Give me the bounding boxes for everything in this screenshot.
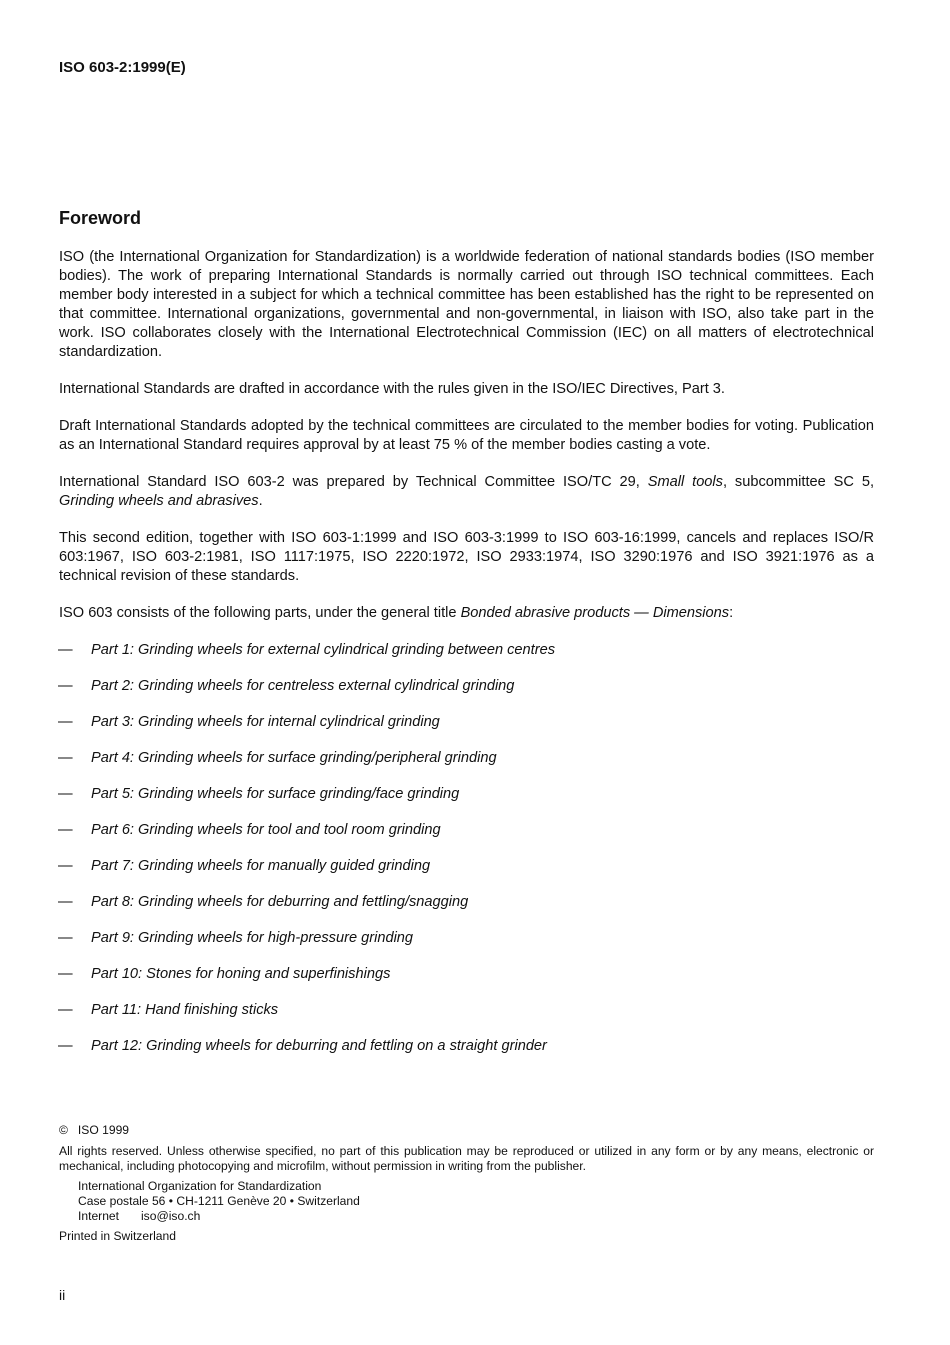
printed-in: Printed in Switzerland — [59, 1229, 176, 1243]
copyright-text: ISO 1999 — [77, 1123, 130, 1137]
foreword-paragraph-4 — [59, 473, 874, 511]
dash-bullet: — — [58, 894, 73, 910]
part-title: Part 2: Grinding wheels for centreless external cylindrical grinding — [91, 678, 515, 694]
list-item — [58, 965, 873, 1001]
dash-bullet: — — [58, 1002, 73, 1018]
foreword-paragraph-5: This second edition, together with ISO 603-1:1999 and ISO 603-3:1999 to ISO 603-16:1999, cancels and replaces ISO/R 603:1967, ISO 603-2:1981, ISO 1117:1975, ISO 2220:1972, ISO 2933:1974, ISO 3290:1976 and ISO 3921:1976 as a technical revision of these standards. — [59, 530, 874, 584]
publisher-postal: Case postale 56 • CH-1211 Genève 20 • Switzerland — [78, 1194, 360, 1208]
list-item — [58, 1001, 873, 1037]
document-identifier: ISO 603-2:1999(E) — [59, 59, 186, 76]
part-title: Part 12: Grinding wheels for deburring and fettling on a straight grinder — [91, 1038, 547, 1054]
p4-text-c: , subcommittee SC 5, — [722, 474, 874, 490]
part-title: Part 5: Grinding wheels for surface grinding/face grinding — [91, 786, 460, 802]
publisher-org: International Organization for Standardization — [78, 1179, 322, 1193]
list-item — [58, 749, 873, 785]
p6-text-a: ISO 603 consists of the following parts, under the general title — [59, 605, 461, 621]
part-title: Part 3: Grinding wheels for internal cylindrical grinding — [91, 714, 440, 730]
parts-list — [58, 641, 873, 1073]
internet-address: iso@iso.ch — [141, 1209, 201, 1223]
foreword-paragraph-3: Draft International Standards adopted by the technical committees are circulated to the member bodies for voting. Publication as an International Standard requires approval by at least 75 % of the member bodies casting a vote. — [59, 418, 874, 453]
dash-bullet: — — [58, 858, 73, 874]
dash-bullet: — — [58, 678, 73, 694]
list-item — [58, 857, 873, 893]
list-item — [58, 785, 873, 821]
foreword-paragraph-1: ISO (the International Organization for Standardization) is a worldwide federation of national standards bodies (ISO member bodies). The work of preparing International Standards is normally carried out through ISO technical committees. Each member body interested in a subject for which a technical committee has been established has the right to be represented on that committee. International organizations, governmental and non-governmental, in liaison with ISO, also take part in the work. ISO collaborates closely with the International Electrotechnical Commission (IEC) on all matters of electrotechnical standardization. — [59, 249, 874, 360]
foreword-heading: Foreword — [59, 208, 142, 228]
page-number: ii — [59, 1287, 66, 1303]
list-item — [58, 1037, 873, 1073]
list-item — [58, 893, 873, 929]
publisher-address — [59, 1179, 874, 1224]
list-item — [58, 929, 873, 965]
list-item — [58, 821, 873, 857]
part-title: Part 6: Grinding wheels for tool and tool room grinding — [91, 822, 441, 838]
part-title: Part 11: Hand finishing sticks — [91, 1002, 279, 1018]
dash-bullet: — — [58, 930, 73, 946]
part-title: Part 7: Grinding wheels for manually guided grinding — [91, 858, 431, 874]
part-title: Part 1: Grinding wheels for external cylindrical grinding between centres — [91, 642, 555, 658]
foreword-paragraph-2: International Standards are drafted in accordance with the rules given in the ISO/IEC Directives, Part 3. — [59, 381, 725, 397]
part-title: Part 8: Grinding wheels for deburring and fettling/snagging — [91, 894, 469, 910]
part-title: Part 4: Grinding wheels for surface grinding/peripheral grinding — [91, 750, 497, 766]
dash-bullet: — — [58, 822, 73, 838]
list-item — [58, 713, 873, 749]
part-title: Part 9: Grinding wheels for high-pressure grinding — [91, 930, 414, 946]
list-item — [58, 641, 873, 677]
copyright-line — [59, 1123, 874, 1138]
foreword-section — [59, 207, 874, 1073]
dash-bullet: — — [58, 966, 73, 982]
p6-text-c: : — [729, 605, 734, 621]
dash-bullet: — — [58, 750, 73, 766]
dash-bullet: — — [58, 642, 73, 658]
p4-subcommittee-title: Grinding wheels and abrasives — [59, 493, 259, 509]
rights-statement: All rights reserved. Unless otherwise specified, no part of this publication may be reproduced or utilized in any form or by any means, electronic or mechanical, including photocopying and microfilm, without permission in writing from the publisher. — [59, 1144, 874, 1173]
dash-bullet: — — [58, 1038, 73, 1054]
p4-committee-title: Small tools — [647, 474, 723, 490]
p4-text-e: . — [258, 493, 263, 509]
internet-label: Internet — [78, 1209, 120, 1223]
dash-bullet: — — [58, 786, 73, 802]
list-item — [58, 677, 873, 713]
copyright-symbol: © — [59, 1123, 68, 1137]
foreword-paragraph-6 — [59, 604, 874, 623]
p6-general-title: Bonded abrasive products — Dimensions — [460, 605, 730, 621]
part-title: Part 10: Stones for honing and superfinishings — [91, 966, 391, 982]
copyright-footer — [59, 1123, 874, 1244]
p4-text-a: International Standard ISO 603-2 was prepared by Technical Committee ISO/TC 29, — [59, 474, 648, 490]
dash-bullet: — — [58, 714, 73, 730]
publisher-internet — [78, 1209, 874, 1224]
